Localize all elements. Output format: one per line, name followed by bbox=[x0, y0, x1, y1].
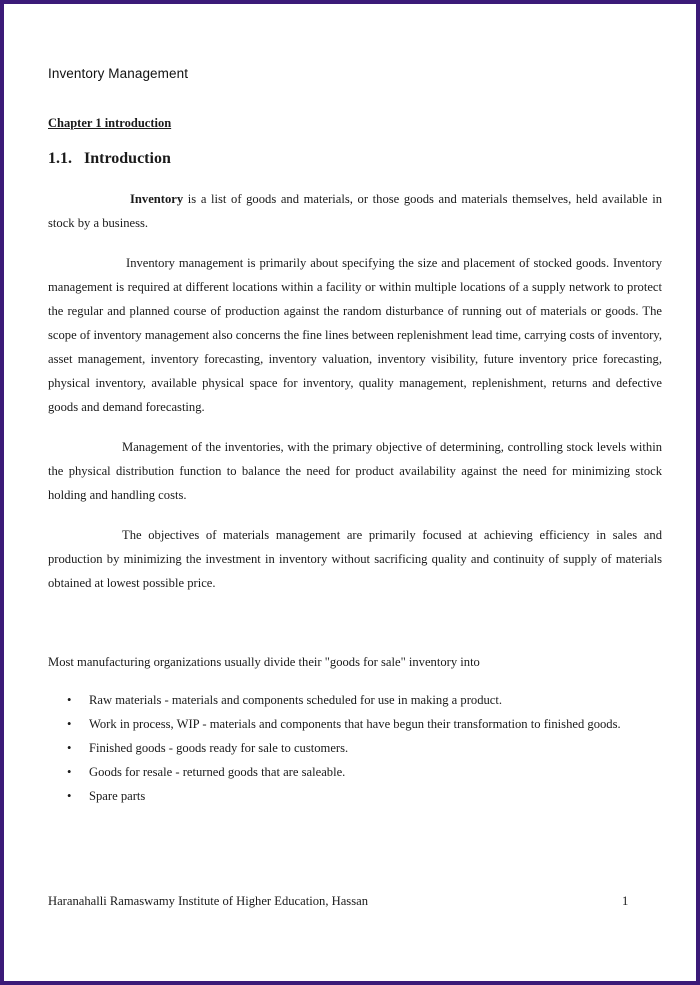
paragraph-inventory-definition bbox=[48, 187, 662, 235]
list-item-text: Work in process, WIP - materials and components that have begun their transformation to finished goods. bbox=[89, 717, 621, 731]
paragraph-goods-for-sale: Most manufacturing organizations usually divide their "goods for sale" inventory into bbox=[48, 655, 480, 669]
list-item bbox=[48, 784, 662, 808]
list-item-text: Goods for resale - returned goods that are saleable. bbox=[89, 765, 346, 779]
inventory-term: Inventory bbox=[130, 192, 184, 206]
list-item-text: Spare parts bbox=[89, 789, 146, 803]
list-item bbox=[48, 688, 662, 712]
footer-institution: Haranahalli Ramaswamy Institute of Higher Education, Hassan bbox=[48, 894, 368, 908]
section-number: 1.1. bbox=[48, 150, 72, 167]
document-title: Inventory Management bbox=[48, 66, 189, 81]
inventory-type-list bbox=[48, 688, 662, 808]
list-item-text: Raw materials - materials and components scheduled for use in making a product. bbox=[89, 693, 503, 707]
inventory-definition-text: is a list of goods and materials, or those goods and materials themselves, held available in stock by a business. bbox=[48, 192, 662, 230]
list-item bbox=[48, 712, 662, 736]
bullet-icon: • bbox=[67, 693, 72, 707]
list-item-text: Finished goods - goods ready for sale to customers. bbox=[89, 741, 349, 755]
list-item bbox=[48, 760, 662, 784]
bullet-icon: • bbox=[67, 741, 72, 755]
page-number: 1 bbox=[622, 894, 629, 908]
paragraph-inventory-management: Inventory management is primarily about specifying the size and placement of stocked goods. Inventory management is required at different locations within a facility or within multiple locations of a supply network to protect the regular and planned course of production against the random disturbance of running out of materials or goods. The scope of inventory management also concerns the fine lines between replenishment lead time, carrying costs of inventory, asset management, inventory forecasting, inventory valuation, inventory visibility, future inventory price forecasting, physical inventory, available physical space for inventory, quality management, replenishment, returns and defective goods and demand forecasting. bbox=[48, 256, 662, 414]
bullet-icon: • bbox=[67, 789, 72, 803]
section-heading bbox=[48, 150, 171, 168]
paragraph-management-of-inventories: Management of the inventories, with the primary objective of determining, controlling stock levels within the physical distribution function to balance the need for product availability against the need for minimizing stock holding and handling costs. bbox=[48, 440, 662, 502]
document-body bbox=[48, 187, 662, 808]
list-item bbox=[48, 736, 662, 760]
chapter-heading: Chapter 1 introduction bbox=[48, 116, 172, 130]
bullet-icon: • bbox=[67, 717, 72, 731]
bullet-icon: • bbox=[67, 765, 72, 779]
paragraph-materials-objectives: The objectives of materials management are primarily focused at achieving efficiency in sales and production by minimizing the investment in inventory without sacrificing quality and continuity of supply of materials obtained at lowest possible price. bbox=[48, 528, 662, 590]
section-title: Introduction bbox=[84, 150, 171, 167]
